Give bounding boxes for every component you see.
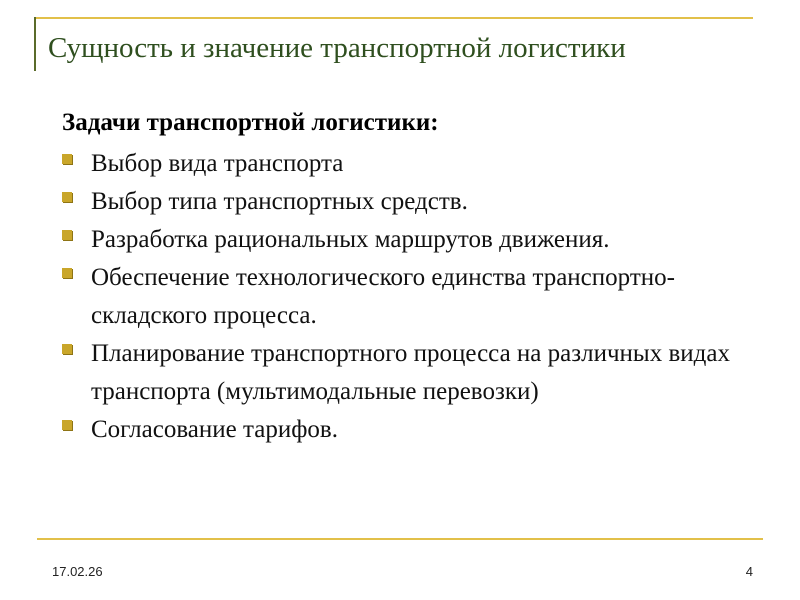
bullet-marker — [62, 192, 72, 202]
bullet-marker — [62, 344, 72, 354]
bullet-item — [62, 411, 782, 449]
title-frame-top — [34, 17, 753, 19]
bullet-marker — [62, 230, 72, 240]
bullet-text: Выбор вида транспорта — [91, 150, 344, 177]
bullet-text: Обеспечение технологического единства транспортно-складского процесса. — [91, 264, 675, 329]
bullet-item — [62, 221, 782, 259]
bullet-text: Согласование тарифов. — [91, 416, 338, 443]
slide-subtitle: Задачи транспортной логистики: — [62, 109, 439, 136]
bullet-marker — [62, 154, 72, 164]
bullet-text: Планирование транспортного процесса на различных видах транспорта (мультимодальные перевозки) — [91, 340, 730, 405]
bullet-item — [62, 145, 782, 183]
footer-divider — [37, 538, 763, 540]
bullet-text: Разработка рациональных маршрутов движения. — [91, 226, 610, 253]
slide-title: Сущность и значение транспортной логистики — [48, 32, 626, 64]
footer-date: 17.02.26 — [52, 564, 103, 579]
bullet-text: Выбор типа транспортных средств. — [91, 188, 468, 215]
bullet-marker — [62, 420, 72, 430]
bullet-item — [62, 335, 782, 411]
bullet-item — [62, 183, 782, 221]
bullet-list — [62, 145, 782, 449]
bullet-marker — [62, 268, 72, 278]
page-number: 4 — [745, 564, 753, 579]
bullet-item — [62, 259, 782, 335]
title-frame-left — [34, 17, 36, 71]
